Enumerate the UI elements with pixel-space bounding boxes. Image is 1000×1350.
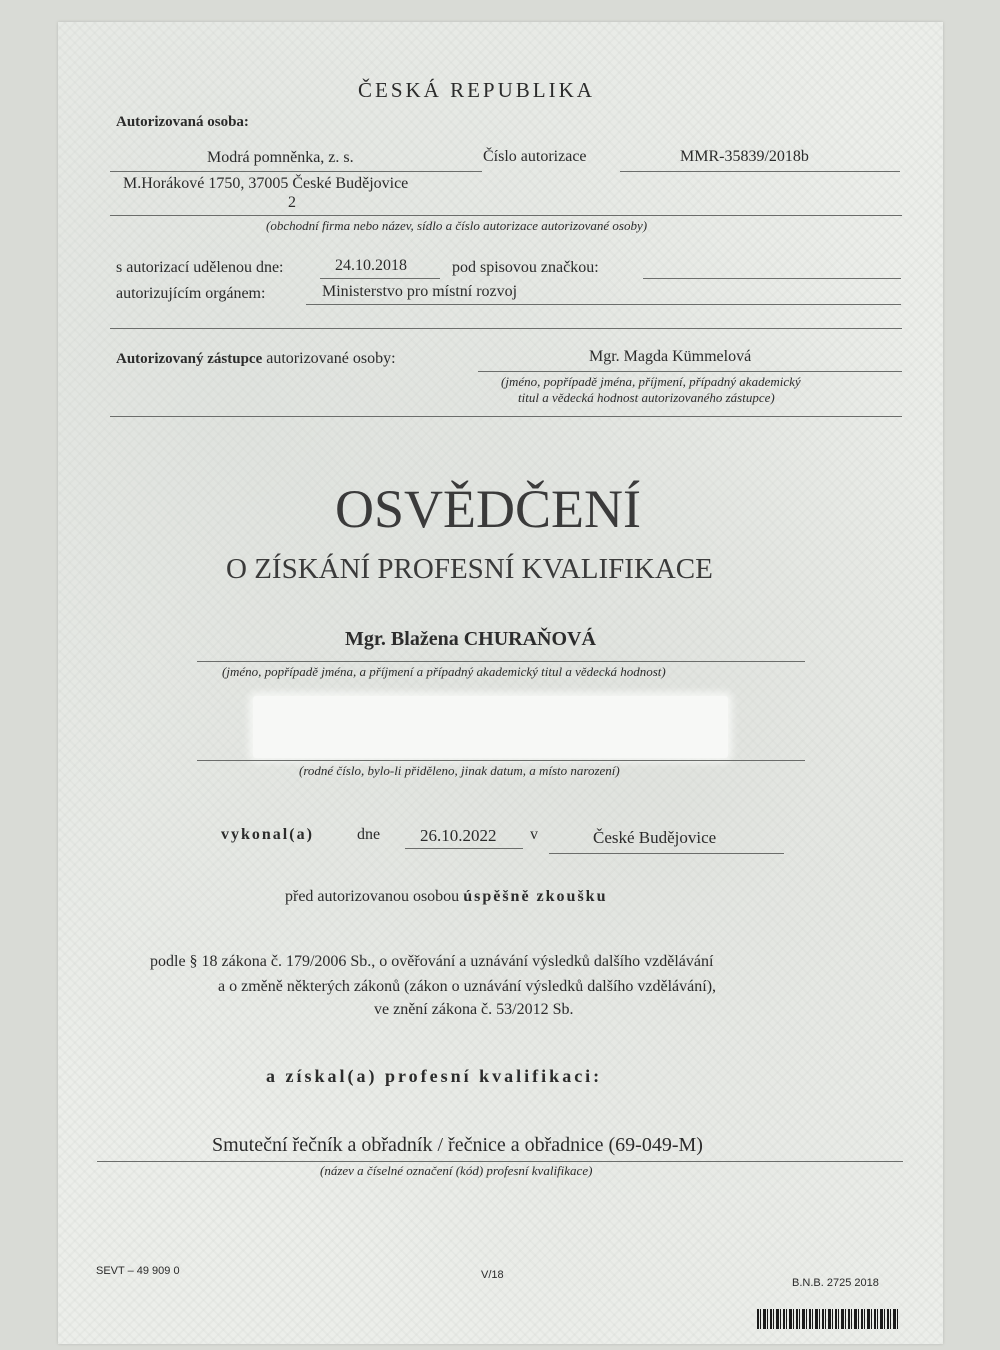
authority-label: autorizujícím orgánem: (116, 285, 266, 302)
birth-data-caption: (rodné číslo, bylo-li přiděleno, jinak datum, a místo narození) (299, 763, 620, 778)
auth-number: MMR-35839/2018b (680, 148, 809, 165)
address-line-2: 2 (288, 194, 296, 211)
footer-right-code: B.N.B. 2725 2018 (792, 1277, 879, 1289)
holder-name: Mgr. Blažena CHURAŇOVÁ (345, 628, 596, 650)
auth-number-line (620, 171, 900, 172)
exam-statement (285, 888, 607, 906)
footer-left-code: SEVT – 49 909 0 (96, 1265, 180, 1277)
representative-caption-1: (jméno, popřípadě jména, příjmení, případný akademický (501, 374, 801, 389)
qualification-caption: (název a číselné označení (kód) profesní kvalifikace) (320, 1163, 593, 1178)
representative-line (478, 371, 902, 372)
granted-label: s autorizací udělenou dne: (116, 259, 284, 276)
exam-date: 26.10.2022 (420, 826, 497, 845)
address-line (110, 215, 902, 216)
granted-date-line (320, 278, 440, 279)
representative-name: Mgr. Magda Kümmelová (589, 348, 752, 365)
org-caption: (obchodní firma nebo název, sídlo a číslo autorizace autorizované osoby) (266, 218, 648, 233)
header-divider (110, 416, 902, 417)
representative-label-rest: autorizované osoby: (266, 350, 396, 367)
auth-number-label: Číslo autorizace (483, 148, 587, 165)
qualification-name: Smuteční řečník a obřadník / řečnice a obřadnice (69-049-M) (212, 1134, 703, 1156)
representative-label-bold: Autorizovaný zástupce (116, 351, 263, 367)
authorized-person-label: Autorizovaná osoba: (116, 114, 249, 130)
birth-data-line (197, 760, 805, 761)
holder-name-line (197, 661, 805, 662)
day-label: dne (357, 826, 381, 843)
law-line-3: ve znění zákona č. 53/2012 Sb. (374, 1001, 574, 1018)
country-heading: ČESKÁ REPUBLIKA (358, 78, 595, 102)
granted-date: 24.10.2018 (335, 257, 407, 274)
authority-extra-line (110, 328, 902, 329)
performed-label: vykonal(a) (221, 826, 314, 843)
authority-name: Ministerstvo pro místní rozvoj (322, 283, 518, 300)
law-line-2: a o změně některých zákonů (zákon o uznávání výsledků dalšího vzdělávání), (218, 978, 717, 995)
representative-caption-2: titul a vědecká hodnost autorizovaného zástupce) (518, 390, 775, 405)
representative-label (116, 350, 396, 368)
footer-center-code: V/18 (481, 1269, 504, 1281)
org-name: Modrá pomněnka, z. s. (207, 149, 354, 166)
exam-place: České Budějovice (593, 828, 717, 847)
before-text: před autorizovanou osobou (285, 888, 460, 905)
holder-name-caption: (jméno, popřípadě jména, a příjmení a případný akademický titul a vědecká hodnost) (222, 664, 666, 679)
certificate-title: OSVĚDČENÍ (335, 479, 641, 539)
result-text: úspěšně zkoušku (463, 888, 608, 905)
file-mark-line (643, 278, 901, 279)
org-name-line (110, 171, 482, 172)
redacted-birth-data (253, 696, 728, 758)
law-line-1: podle § 18 zákona č. 179/2006 Sb., o ověřování a uznávání výsledků dalšího vzdělávání (150, 953, 714, 970)
authority-line (306, 304, 901, 305)
certificate-subtitle: O ZÍSKÁNÍ PROFESNÍ KVALIFIKACE (226, 553, 713, 585)
address-line-1: M.Horákové 1750, 37005 České Budějovice (123, 175, 409, 192)
file-mark-label: pod spisovou značkou: (452, 259, 599, 276)
exam-date-line (405, 848, 523, 849)
qualification-label: a získal(a) profesní kvalifikaci: (266, 1066, 603, 1086)
exam-place-line (549, 853, 784, 854)
barcode (757, 1309, 899, 1329)
qualification-line (97, 1161, 903, 1162)
place-label: v (530, 826, 538, 843)
